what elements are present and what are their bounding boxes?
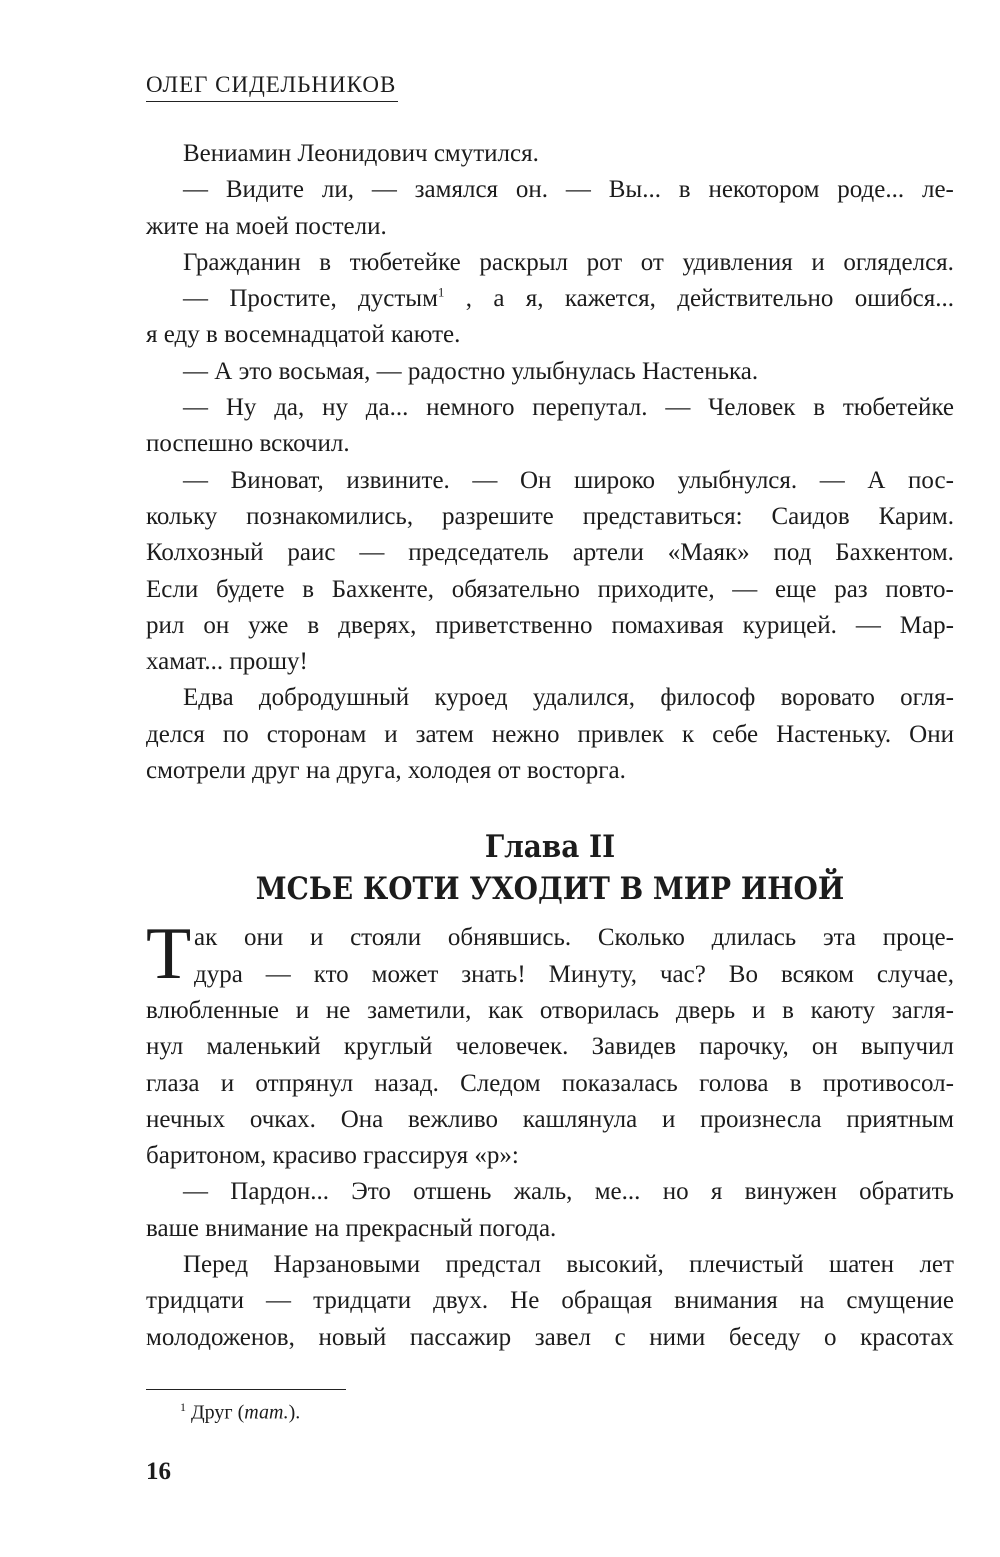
word: Во (728, 960, 758, 988)
word: на (799, 1287, 825, 1315)
word: роде... (837, 176, 905, 204)
word: отпрянул (255, 1069, 354, 1097)
word: загля- (891, 996, 954, 1024)
word: тридцати (146, 1287, 244, 1315)
word: приветственно (435, 611, 593, 639)
word: широко (574, 466, 656, 494)
word: раз (834, 575, 868, 603)
chapter-number: Глава II (484, 829, 616, 866)
word: дверях, (338, 611, 417, 639)
text-line (146, 1102, 954, 1138)
word: — (665, 394, 691, 422)
word: баритоном, (146, 1142, 273, 1170)
text-line (146, 572, 954, 608)
word: приходите, (597, 575, 715, 603)
word: кашлянула (522, 1105, 638, 1133)
word: привлек (577, 720, 664, 748)
word: предстал (445, 1251, 541, 1279)
word: а (493, 285, 505, 313)
word: председатель (408, 539, 549, 567)
word: Колхозный (146, 539, 264, 567)
word: Леонидович (297, 140, 434, 167)
word: постели. (295, 212, 387, 240)
word: прекрасный (345, 1214, 479, 1242)
word: но (662, 1178, 689, 1206)
word: — (183, 466, 208, 494)
word: под (773, 539, 812, 567)
word: философ (660, 684, 756, 712)
text-line (146, 245, 954, 281)
word: вежливо (407, 1105, 498, 1133)
word: удалился, (532, 684, 636, 712)
word: голова (699, 1069, 769, 1097)
word: завел (534, 1323, 591, 1351)
page-number: 16 (146, 1458, 171, 1485)
word: вскочил. (259, 430, 350, 458)
text-line (146, 1029, 954, 1065)
word: ваше (146, 1214, 206, 1242)
word: воровато (780, 684, 875, 712)
word: ну (322, 394, 348, 422)
word: Ну (225, 394, 257, 422)
word: и (309, 924, 324, 952)
word: «Маяк» (667, 539, 750, 567)
word: заметили, (367, 996, 472, 1024)
word: маленький (206, 1033, 321, 1061)
word: тюбетейке (349, 248, 461, 276)
word: и (661, 1105, 676, 1133)
text-line (146, 680, 954, 716)
word: внимание (205, 1214, 315, 1242)
word: — (855, 611, 881, 639)
word: я (146, 321, 164, 349)
body-text (146, 136, 954, 1356)
word: восьмая, (278, 357, 377, 385)
text-line (146, 209, 954, 245)
word: обращая (561, 1287, 653, 1315)
text-line (146, 390, 954, 426)
word: показалась (561, 1069, 678, 1097)
word: раскрыл (479, 248, 568, 276)
word: в (678, 176, 691, 204)
text-line (146, 753, 954, 789)
word: в (789, 1069, 802, 1097)
word: — (183, 1178, 208, 1206)
word: приятным (846, 1105, 954, 1133)
text-line (146, 957, 954, 993)
word: кажется, (564, 285, 656, 313)
word: Бахкентом. (835, 539, 954, 567)
word: друг (252, 757, 306, 785)
word: Простите, (229, 285, 337, 313)
word: да, (274, 394, 305, 422)
word: Он (520, 466, 552, 494)
footnote-divider (146, 1389, 346, 1390)
word: глаза (146, 1069, 200, 1097)
word: в (813, 394, 826, 422)
word: обратить (859, 1178, 954, 1206)
text-line (146, 463, 954, 499)
word: ними (649, 1323, 706, 1351)
word: Сколько (597, 924, 685, 952)
word: жите (146, 212, 205, 240)
running-header: ОЛЕГ СИДЕЛЬНИКОВ (146, 72, 398, 102)
word: обязательно (451, 575, 580, 603)
word: красотах (860, 1323, 954, 1351)
word: с (614, 1323, 626, 1351)
word: восторга. (526, 757, 626, 785)
text-line (146, 993, 954, 1029)
word: от (640, 248, 664, 276)
word: круглый (343, 1033, 433, 1061)
word: , (465, 285, 472, 313)
word: новый (318, 1323, 387, 1351)
text-line (146, 644, 954, 680)
word: произнесла (700, 1105, 822, 1133)
word: холодея (407, 757, 498, 785)
word: это (238, 357, 279, 385)
word: Бахкенте, (331, 575, 434, 603)
word: грассируя (363, 1142, 475, 1170)
chapter-title: МСЬЕ КОТИ УХОДИТ В МИР ИНОЙ (255, 871, 845, 908)
word: жаль, (513, 1178, 573, 1206)
word: нул (146, 1033, 184, 1061)
word: дверь (675, 996, 736, 1024)
word: поспешно (146, 430, 260, 458)
word: — (732, 575, 758, 603)
word: по (222, 720, 249, 748)
word: — (371, 176, 397, 204)
word: огля- (900, 684, 954, 712)
word: некотором (708, 176, 820, 204)
word: извините. (346, 466, 450, 494)
word: — (376, 357, 408, 385)
word: моей (235, 212, 296, 240)
text-line (146, 535, 954, 571)
word: проце- (882, 924, 954, 952)
word: час? (659, 960, 706, 988)
word: себе (712, 720, 759, 748)
word: огляделся. (843, 248, 954, 276)
footnote (180, 1400, 300, 1425)
word: смущение (846, 1287, 954, 1315)
word: в (302, 575, 315, 603)
word: немного (426, 394, 515, 422)
word: Саидов (771, 502, 850, 530)
word: помахивая (611, 611, 724, 639)
chapter-opening (146, 913, 954, 1356)
word: смутился. (433, 140, 539, 167)
word: шатен (828, 1251, 895, 1279)
word: лет (919, 1251, 954, 1279)
word: делся (146, 720, 205, 748)
word: человечек. (455, 1033, 569, 1061)
word: будете (215, 575, 285, 603)
word: добродушный (258, 684, 410, 712)
word: Она (340, 1105, 384, 1133)
word: каюте. (390, 321, 461, 349)
text-line (146, 136, 954, 172)
word: восемнадцатой (224, 321, 391, 349)
word: хамат... (146, 648, 230, 676)
footnote-italic: тат. (244, 1401, 289, 1424)
word: обнявшись. (447, 924, 572, 952)
text-line (146, 426, 954, 462)
word: перепутал. (532, 394, 648, 422)
word: он (203, 611, 230, 639)
word: ле- (921, 176, 954, 204)
word: на (204, 212, 236, 240)
word: всяком (780, 960, 854, 988)
word: отворилась (539, 996, 660, 1024)
word: и (811, 248, 825, 276)
word: Они (909, 720, 954, 748)
word: в (319, 248, 332, 276)
word: ак (194, 924, 218, 952)
word: Настеньку. (776, 720, 892, 748)
word: он. (515, 176, 549, 204)
word: плечистый (689, 1251, 804, 1279)
word: представиться: (582, 502, 743, 530)
word: друга, (336, 757, 408, 785)
word: выпучил (861, 1033, 954, 1061)
word: разрешите (442, 502, 554, 530)
word: дустым$^1$ (358, 284, 445, 313)
word: — (266, 1287, 292, 1315)
text-line (146, 920, 954, 956)
word: противосол- (822, 1069, 954, 1097)
word: затем (415, 720, 474, 748)
word: к (681, 720, 695, 748)
word: еще (775, 575, 817, 603)
text-line (146, 608, 954, 644)
word: Мар- (899, 611, 954, 639)
word: прошу! (229, 648, 308, 676)
word: стояли (350, 924, 422, 952)
word: о (823, 1323, 837, 1351)
word: он (811, 1033, 838, 1061)
word: курицей. (742, 611, 837, 639)
word: — (472, 466, 498, 494)
word: Минуту, (548, 960, 637, 988)
word: Человек (708, 394, 796, 422)
word: я (710, 1178, 723, 1206)
word: в (307, 611, 320, 639)
word: «р»: (474, 1142, 519, 1170)
text-line (146, 1283, 954, 1319)
word: Перед (183, 1251, 249, 1279)
word: улыбнулся. (677, 466, 798, 494)
word: беседу (728, 1323, 801, 1351)
word: в (206, 321, 225, 349)
word: двух. (433, 1287, 489, 1315)
word: на (305, 757, 337, 785)
word: Вы... (608, 176, 661, 204)
word: Завидев (591, 1033, 677, 1061)
word: молодоженов, (146, 1323, 295, 1351)
word: внимания (674, 1287, 778, 1315)
word: длилась (711, 924, 797, 952)
word: Это (351, 1178, 391, 1206)
word: Следом (460, 1069, 541, 1097)
word: — (183, 394, 208, 422)
word: парочку, (699, 1033, 789, 1061)
word: — (265, 960, 291, 988)
text-line (146, 1211, 954, 1247)
footnote-number: 1 (180, 1400, 186, 1414)
word: Не (510, 1287, 540, 1315)
word: на (314, 1214, 346, 1242)
word: рил (146, 611, 185, 639)
word: отшень (413, 1178, 492, 1206)
word: ошибся... (854, 285, 954, 313)
footnote-ref: 1 (437, 284, 445, 300)
drop-cap: Т (146, 913, 192, 996)
word: действительно (677, 285, 834, 313)
word: Видите (225, 176, 305, 204)
word: замялся (414, 176, 499, 204)
word: они (243, 924, 284, 952)
word: не (325, 996, 351, 1024)
word: тридцати (313, 1287, 412, 1315)
word: ли, (321, 176, 354, 204)
word: и (220, 1069, 235, 1097)
word: — (183, 176, 208, 204)
word: красиво (272, 1142, 364, 1170)
text-line (146, 1138, 954, 1174)
text-line (146, 1247, 954, 1283)
word: Вениамин (183, 140, 298, 167)
word: назад. (374, 1069, 439, 1097)
text-line (146, 354, 954, 390)
word: раис (287, 539, 336, 567)
text-line (146, 1066, 954, 1102)
text-line (146, 1174, 954, 1210)
word: познакомились, (246, 502, 414, 530)
word: Карим. (878, 502, 954, 530)
word: влюбленные (146, 996, 279, 1024)
word: — (819, 466, 845, 494)
word: высокий, (566, 1251, 664, 1279)
word: знать! (461, 960, 526, 988)
word: — (183, 285, 208, 313)
word: А (214, 357, 239, 385)
word: радостно (407, 357, 512, 385)
word: нежно (491, 720, 560, 748)
word: погода. (478, 1214, 557, 1242)
word: А (867, 466, 886, 494)
word: — (359, 539, 385, 567)
word: и (751, 996, 766, 1024)
word: нечных (146, 1105, 226, 1133)
word: от (497, 757, 527, 785)
word: дура (194, 960, 243, 988)
text-line (146, 717, 954, 753)
word: смотрели (146, 757, 253, 785)
word: и (295, 996, 310, 1024)
word: — (565, 176, 591, 204)
text-line (146, 281, 954, 317)
text-line (146, 499, 954, 535)
word: уже (248, 611, 289, 639)
word: рот (586, 248, 623, 276)
word: — (183, 357, 215, 385)
word: тюбетейке (842, 394, 954, 422)
word: еду (163, 321, 206, 349)
word: я, (525, 285, 544, 313)
word: артели (572, 539, 644, 567)
footnote-text: Друг ( (191, 1401, 245, 1424)
word: ме... (594, 1178, 641, 1206)
word: Пардон... (230, 1178, 329, 1206)
footnote-text-end: ). (288, 1401, 301, 1424)
text-line (146, 1320, 954, 1356)
word: пассажир (409, 1323, 512, 1351)
word: удивления (682, 248, 793, 276)
word: Едва (183, 684, 234, 712)
text-line (146, 317, 954, 353)
word: очках. (249, 1105, 316, 1133)
word: может (371, 960, 439, 988)
word: Если (146, 575, 199, 603)
word: кто (313, 960, 349, 988)
word: да... (365, 394, 409, 422)
word: каюту (810, 996, 875, 1024)
word: повто- (885, 575, 954, 603)
word: эта (822, 924, 856, 952)
word: сторонам (266, 720, 367, 748)
word: Гражданин (183, 248, 301, 276)
word: и (384, 720, 398, 748)
text-line (146, 172, 954, 208)
word: винужен (744, 1178, 837, 1206)
word: кольку (146, 502, 218, 530)
word: в (782, 996, 794, 1024)
word: пос- (907, 466, 954, 494)
word: Виноват, (230, 466, 324, 494)
word: куроед (434, 684, 508, 712)
word: как (488, 996, 524, 1024)
word: улыбнулась (511, 357, 642, 385)
word: Нарзановыми (273, 1251, 421, 1279)
word: Настенька. (641, 357, 759, 385)
word: случае, (876, 960, 954, 988)
